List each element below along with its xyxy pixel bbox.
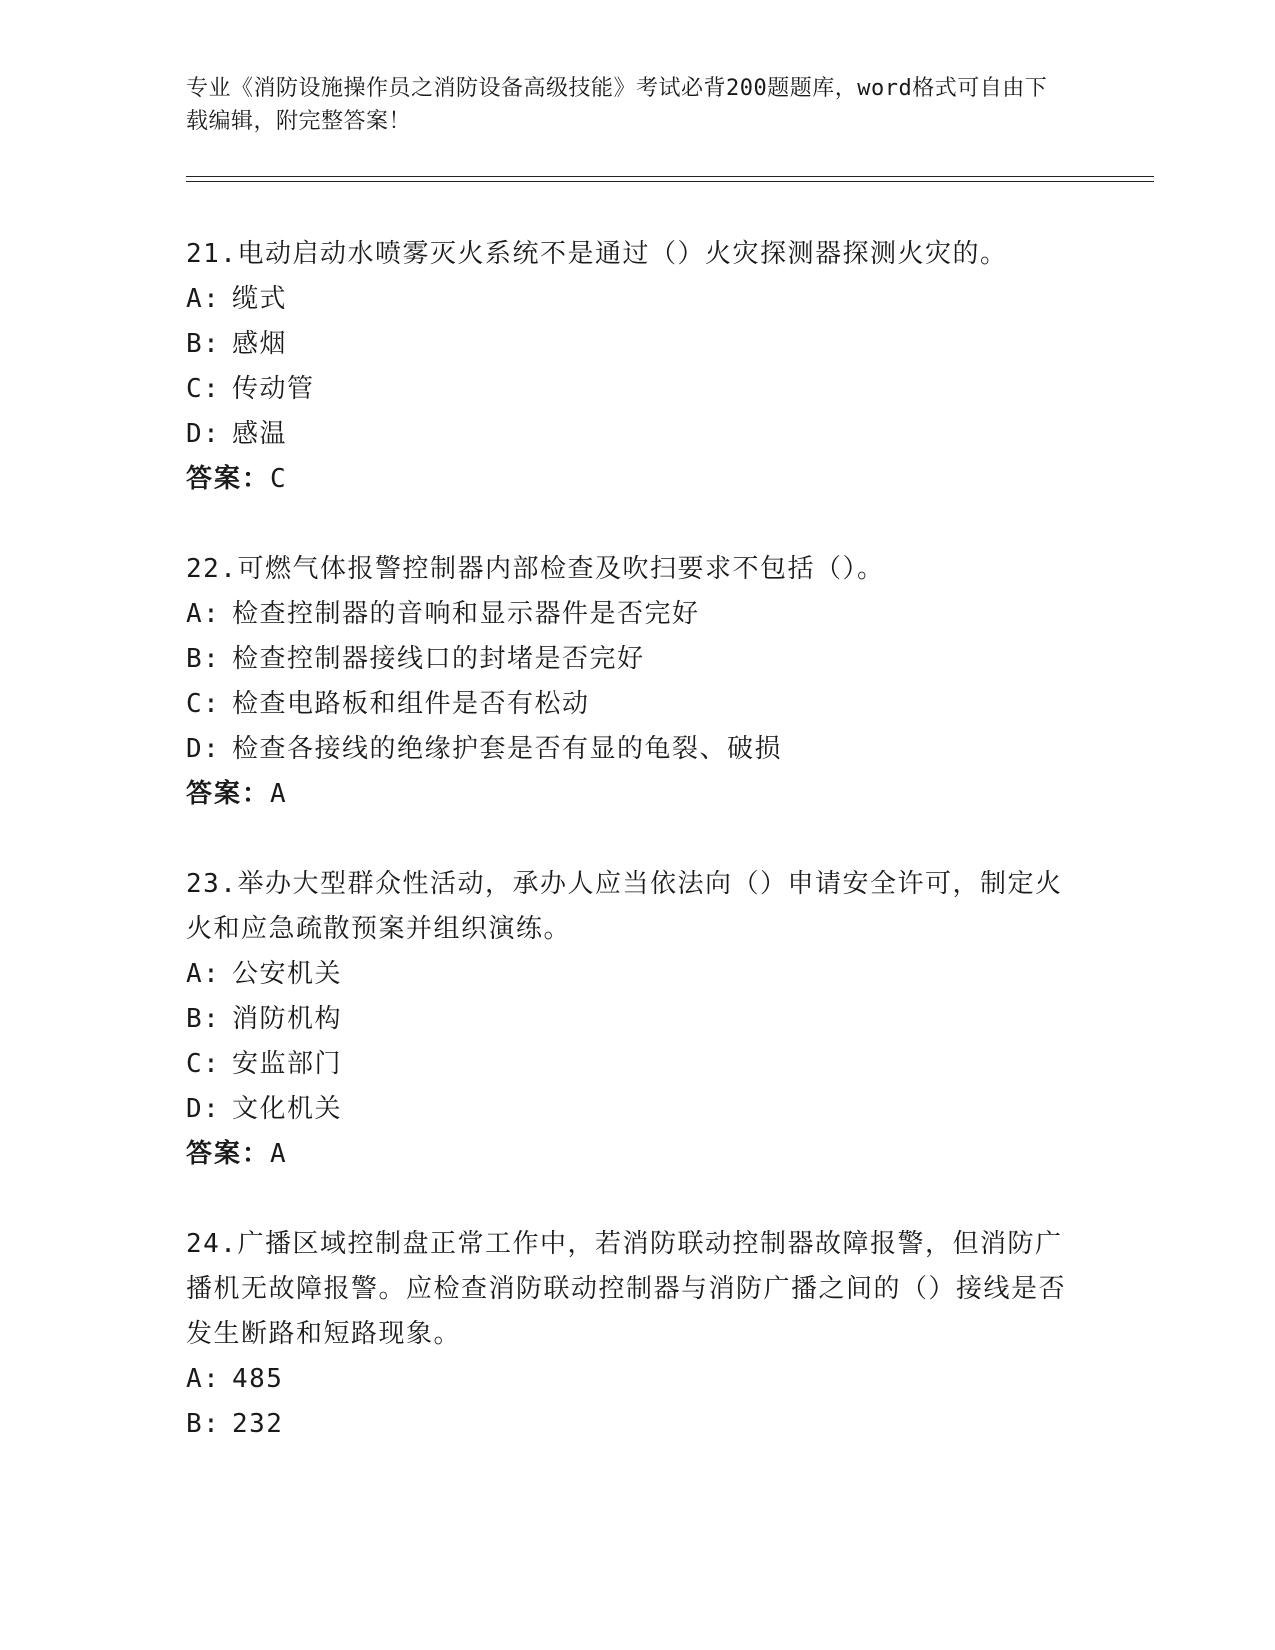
option-text: 传动管 [232,374,315,404]
document-header: 专业《消防设施操作员之消防设备高级技能》考试必背200题题库，word格式可自由下载编辑，附完整答案！ [186,76,1048,134]
option-text: 感烟 [232,329,288,359]
question-stem: 24.广播区域控制盘正常工作中，若消防联动控制器故障报警，但消防广播机无故障报警。应检查消防联动控制器与消防广播之间的（）接线是否发生断路和短路现象。 [186,1229,1067,1349]
answer-value: C [270,464,286,494]
option-key: B: [186,329,221,359]
question-stem: 23.举办大型群众性活动，承办人应当依法向（）申请安全许可，制定火火和应急疏散预案并组织演练。 [186,869,1063,944]
option-text: 公安机关 [232,959,343,989]
option-key: C: [186,689,221,719]
header-divider-bottom [186,181,1154,182]
question-stem: 22.可燃气体报警控制器内部检查及吹扫要求不包括（）。 [186,554,885,584]
option-a [186,592,1086,637]
answer-label: 答案： [186,779,271,809]
option-key: C: [186,1049,221,1079]
option-b [186,1402,1086,1447]
option-text: 检查控制器的音响和显示器件是否完好 [232,599,700,629]
question-23 [186,862,1086,1177]
option-b [186,322,1086,367]
question-list [186,232,1086,1447]
option-b [186,997,1086,1042]
question-22 [186,547,1086,817]
answer-label: 答案： [186,464,271,494]
answer-value: A [270,779,286,809]
option-d [186,1087,1086,1132]
option-key: D: [186,419,221,449]
option-text: 检查电路板和组件是否有松动 [232,689,590,719]
option-b [186,637,1086,682]
option-text: 感温 [232,419,288,449]
answer-line [186,1132,1086,1177]
header-divider-top [186,176,1154,177]
option-text: 缆式 [232,284,288,314]
option-a [186,952,1086,997]
option-key: D: [186,734,221,764]
option-text: 检查各接线的绝缘护套是否有显的龟裂、破损 [232,734,783,764]
option-c [186,682,1086,727]
option-a [186,277,1086,322]
option-text: 485 [232,1364,284,1394]
option-key: C: [186,374,221,404]
option-d [186,727,1086,772]
option-text: 安监部门 [232,1049,343,1079]
option-key: B: [186,644,221,674]
option-key: A: [186,959,221,989]
option-c [186,367,1086,412]
answer-line [186,457,1086,502]
option-key: A: [186,1364,221,1394]
option-key: D: [186,1094,221,1124]
question-24 [186,1222,1086,1447]
option-d [186,412,1086,457]
answer-label: 答案： [186,1139,271,1169]
option-text: 232 [232,1409,284,1439]
answer-value: A [270,1139,286,1169]
option-text: 文化机关 [232,1094,343,1124]
option-text: 消防机构 [232,1004,343,1034]
option-key: A: [186,599,221,629]
option-key: B: [186,1409,221,1439]
question-stem: 21.电动启动水喷雾灭火系统不是通过（）火灾探测器探测火灾的。 [186,239,1008,269]
option-c [186,1042,1086,1087]
option-key: B: [186,1004,221,1034]
option-a [186,1357,1086,1402]
answer-line [186,772,1086,817]
question-21 [186,232,1086,502]
option-text: 检查控制器接线口的封堵是否完好 [232,644,645,674]
option-key: A: [186,284,221,314]
